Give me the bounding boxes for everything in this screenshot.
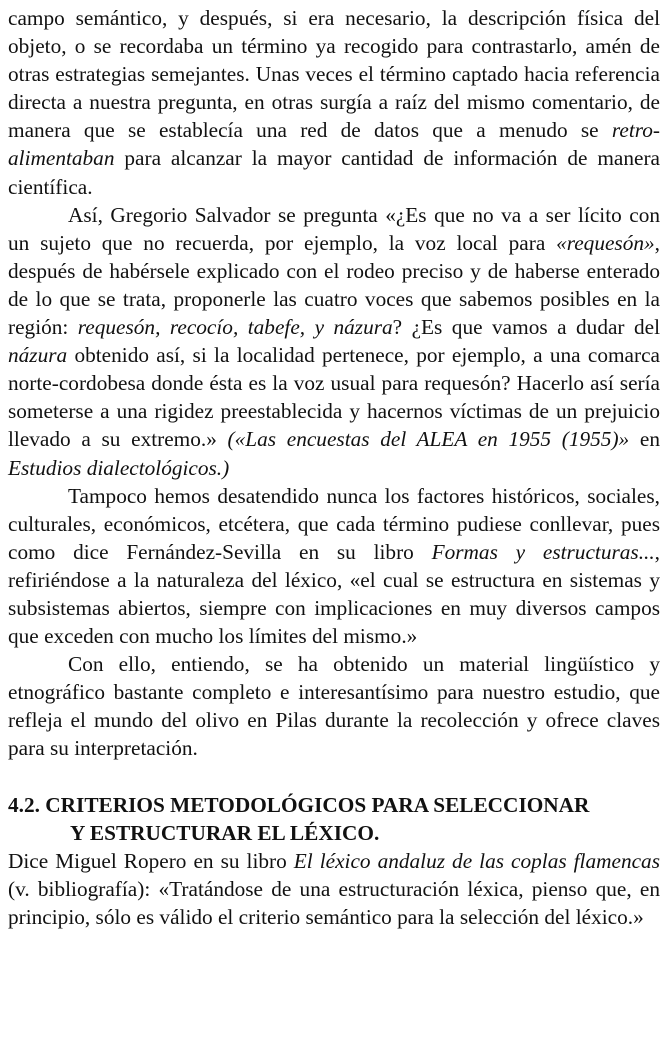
italic-book-title: El léxico andaluz de las coplas flamencas: [293, 848, 660, 873]
heading-line-1: 4.2. CRITERIOS METODOLÓGICOS PARA SELECCIONAR: [8, 792, 590, 817]
paragraph-5: [8, 847, 660, 931]
text-segment: Tampoco hemos desatendido nunca los factores históricos, sociales, culturales, económicos, etcétera, que cada término pudiese conllevar, pues como dice Fernández-Sevilla en su libro: [8, 483, 660, 564]
section-heading: [8, 791, 660, 847]
heading-line-2: Y ESTRUCTURAR EL LÉXICO.: [70, 820, 380, 845]
text-segment: Con ello, entiendo, se ha obtenido un material lingüístico y etnográfico bastante completo e interesantísimo para nuestro estudio, que refleja el mundo del olivo en Pilas durante la recolección y ofrece claves para su interpretación.: [8, 652, 660, 761]
italic-citation: («Las encuestas del ALEA en 1955 (1955)»: [227, 427, 630, 452]
text-segment: , refiriéndose a la naturaleza del léxico, «el cual se estructura en sistemas y subsistemas abiertos, siempre con implicaciones en muy diversos campos que exceden con mucho los límites del mismo.»: [8, 539, 660, 649]
italic-term: «requesón»: [556, 230, 655, 255]
paragraph-2: [8, 201, 660, 482]
paragraph-3: [8, 482, 660, 651]
text-segment: Dice Miguel Ropero en su libro: [8, 848, 294, 873]
text-segment: , después de habérsele explicado con el rodeo preciso y de haberse enterado de lo que se trata, proponerle las cuatro voces que sabemos posibles en la región:: [8, 230, 660, 340]
text-segment: ? ¿Es que vamos a dudar del: [392, 315, 661, 340]
italic-term: retro-alimentaban: [8, 118, 660, 171]
section-gap: [8, 763, 660, 791]
paragraph-1: [8, 4, 660, 201]
italic-term: názura: [8, 343, 68, 368]
document-page: [8, 4, 660, 931]
text-segment: (v. bibliografía): «Tratándose de una estructuración léxica, pienso que, en principio, sólo es válido el criterio semántico para la selección del léxico.»: [8, 876, 660, 929]
text-segment: Así, Gregorio Salvador se pregunta «¿Es que no va a ser lícito con un sujeto que no recuerda, por ejemplo, la voz local para: [8, 202, 660, 255]
text-segment: campo semántico, y después, si era necesario, la descripción física del objeto, o se recordaba un término ya recogido para contrastarlo, amén de otras estrategias semejantes. Unas veces el término captado hacia referencia directa a nuestra pregunta, en otras surgía a raíz del mismo comentario, de manera que se establecía una red de datos que a menudo se: [8, 6, 660, 143]
italic-book-title: Formas y estructuras...: [431, 539, 655, 564]
text-segment: en: [629, 427, 660, 452]
text-segment: obtenido así, si la localidad pertenece, por ejemplo, a una comarca norte-cordobesa donde ésta es la voz usual para requesón? Hacerlo así sería someterse a una rigidez preestablecida y hacernos víctimas de un prejuicio llevado a su extremo.»: [8, 343, 660, 452]
italic-term: requesón, recocío, tabefe, y názura: [77, 315, 393, 340]
italic-citation: Estudios dialectológicos.): [8, 455, 230, 480]
paragraph-4: [8, 650, 660, 762]
text-segment: para alcanzar la mayor cantidad de información de manera científica.: [8, 146, 660, 199]
